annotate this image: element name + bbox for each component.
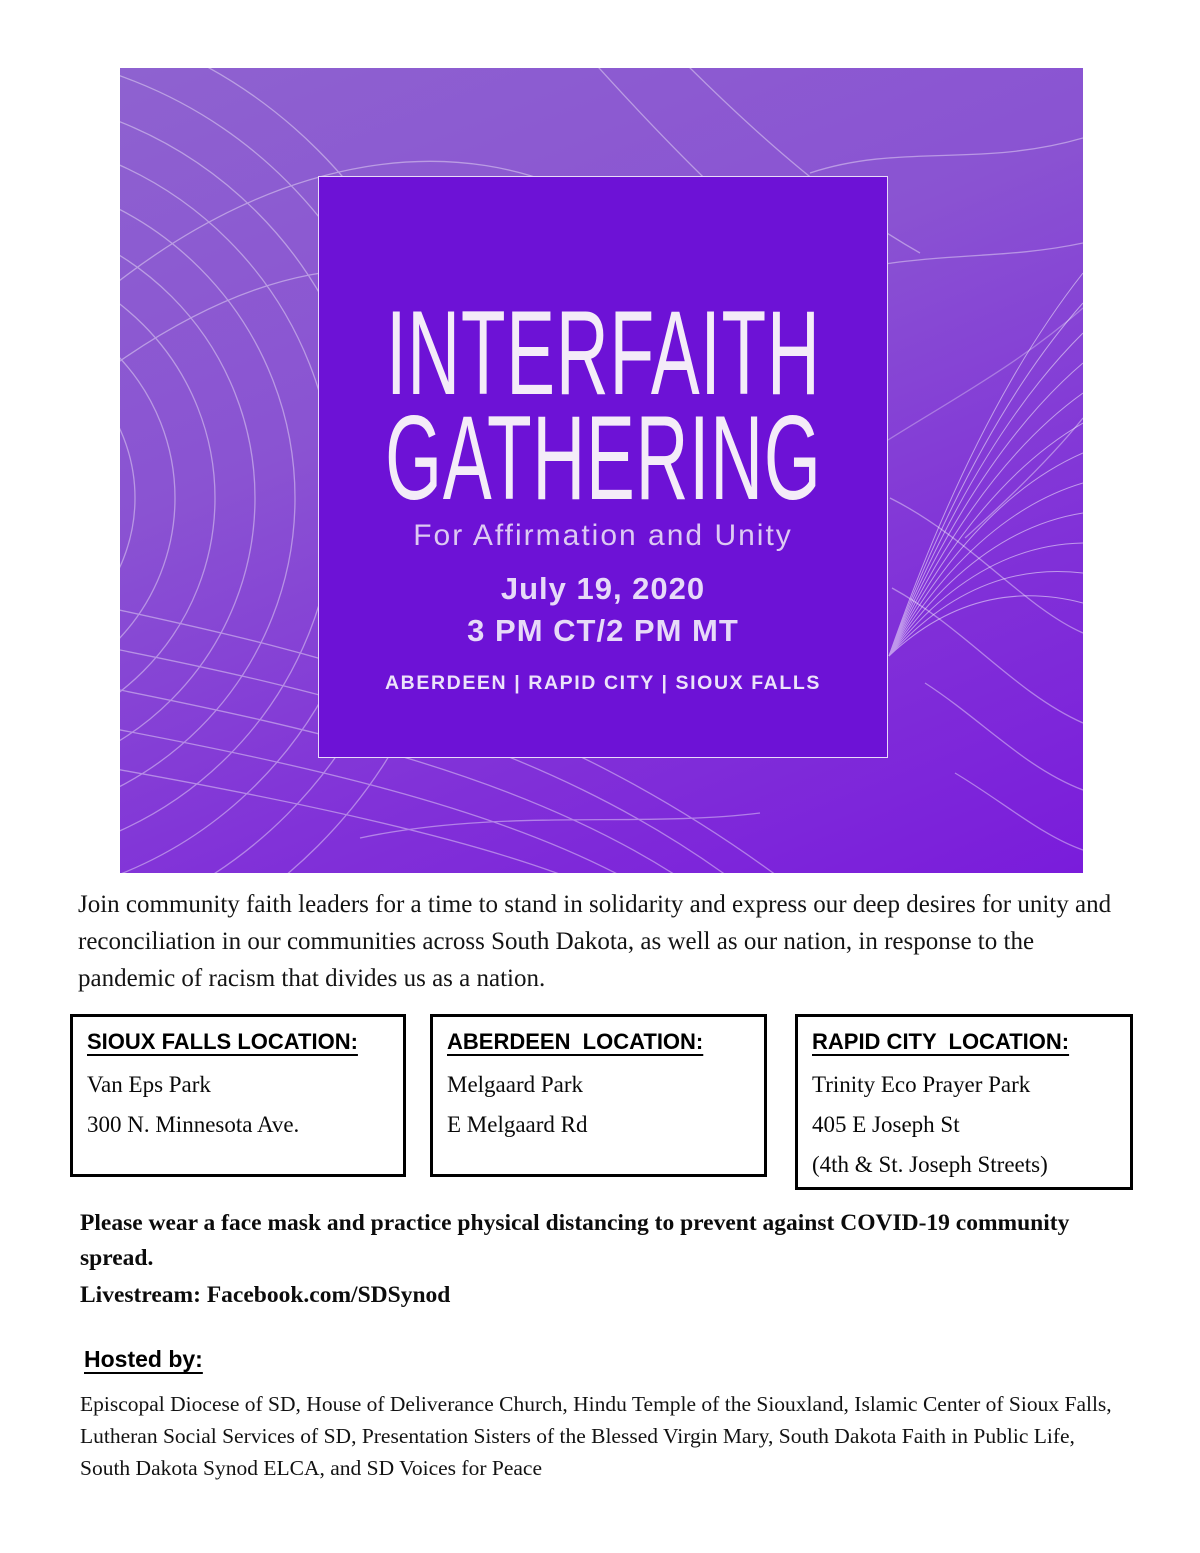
location-cross-streets: (4th & St. Joseph Streets): [812, 1152, 1048, 1177]
hosted-by-heading: Hosted by:: [84, 1346, 203, 1372]
event-cities: ABERDEEN | RAPID CITY | SIOUX FALLS: [384, 672, 821, 694]
location-box-rapid-city: [795, 1014, 1133, 1190]
banner-inner-panel: [318, 176, 888, 758]
location-venue: Melgaard Park: [447, 1072, 584, 1097]
location-address: 405 E Joseph St: [812, 1112, 960, 1137]
event-title-line2: GATHERING: [384, 392, 822, 526]
event-title: [320, 287, 887, 526]
event-time: 3 PM CT/2 PM MT: [467, 613, 739, 648]
event-title-line1: INTERFAITH: [385, 287, 821, 421]
event-banner: [120, 68, 1083, 873]
intro-paragraph: Join community faith leaders for a time to stand in solidarity and express our deep desires for unity and reconciliation in our communities across South Dakota, as well as our nation, in response to the pandemic of racism that divides us as a nation.: [78, 891, 1112, 992]
location-venue: Van Eps Park: [87, 1072, 211, 1097]
livestream-info: Livestream: Facebook.com/SDSynod: [80, 1282, 451, 1308]
location-box-sioux-falls: [70, 1014, 406, 1177]
location-heading: SIOUX FALLS LOCATION:: [87, 1029, 358, 1054]
event-date: July 19, 2020: [500, 571, 706, 606]
location-address: E Melgaard Rd: [447, 1112, 588, 1137]
location-heading: ABERDEEN LOCATION:: [447, 1029, 704, 1054]
location-heading: RAPID CITY LOCATION:: [812, 1029, 1070, 1054]
event-subtitle: For Affirmation and Unity: [413, 519, 793, 552]
hosts-list: Episcopal Diocese of SD, House of Deliverance Church, Hindu Temple of the Siouxland, Islamic Center of Sioux Falls, Lutheran Social Services of SD, Presentation Sisters of the Blessed Virgin Mary, South Dakota Faith in Public Life, South Dakota Synod ELCA, and SD Voices for Peace: [80, 1392, 1112, 1480]
location-address: 300 N. Minnesota Ave.: [87, 1112, 300, 1137]
covid-notice: Please wear a face mask and practice physical distancing to prevent against COVID-19 community spread.: [80, 1210, 1070, 1271]
location-box-aberdeen: [430, 1014, 767, 1177]
location-venue: Trinity Eco Prayer Park: [812, 1072, 1031, 1097]
